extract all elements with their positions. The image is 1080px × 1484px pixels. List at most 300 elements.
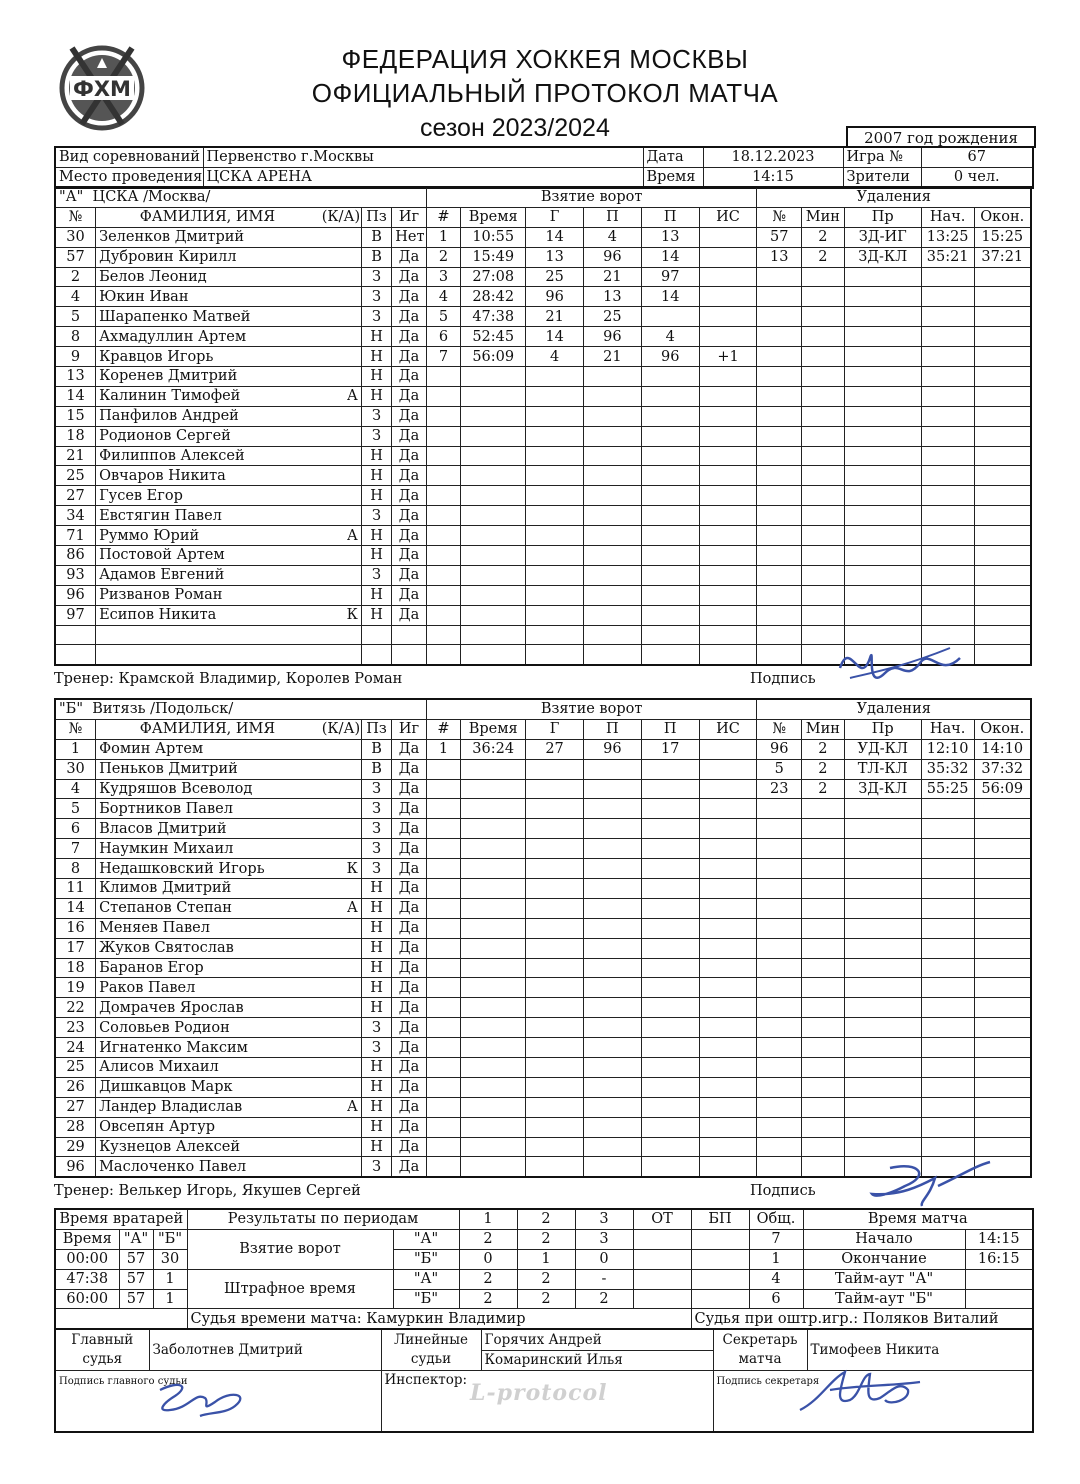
goal-p2: 4 [641,327,699,347]
penalty-n [757,327,802,347]
goals-a-p3: 3 [575,1229,633,1249]
goal-g [526,486,584,506]
goal-i [426,1077,460,1097]
player-number: 18 [55,426,96,446]
player-name: Раков Павел [96,978,319,998]
player-played: Да [392,1038,426,1058]
penalty-n [757,1117,802,1137]
player-number: 71 [55,526,96,546]
goal-t [461,1097,526,1117]
goal-g [526,859,584,879]
penalty-e [974,585,1031,605]
goal-p1 [583,1058,641,1078]
penalty-e [974,466,1031,486]
goal-p2: 96 [641,347,699,367]
table-row [55,367,1031,387]
player-played: Да [392,406,427,426]
goal-p2 [641,406,699,426]
penalty-s [921,386,974,406]
goal-t [461,799,526,819]
match-time-title: Время матча [803,1209,1033,1229]
penalty-pr [844,267,921,287]
penalty-m [802,605,845,625]
penalty-e [974,565,1031,585]
player-position: Н [361,327,391,347]
col-pen-start: Нач. [921,207,974,227]
goal-is [699,938,757,958]
player-position [361,625,391,645]
goal-p2: 14 [641,287,699,307]
penalty-m [802,426,845,446]
penalty-s [921,1077,974,1097]
penalty-pr [844,998,921,1018]
goal-i [426,645,460,665]
player-played: Да [392,898,426,918]
table-row [55,426,1031,446]
player-name: Баранов Егор [96,958,319,978]
goal-p2 [641,898,699,918]
penalty-s [921,799,974,819]
penalty-m [802,1038,845,1058]
penalty-pr: ТЛ-КЛ [844,759,921,779]
penalty-s [921,327,974,347]
penalty-s [921,565,974,585]
player-position [361,645,391,665]
goal-is [699,898,757,918]
player-position: Н [361,446,391,466]
goal-p1 [583,645,641,665]
goal-t [461,918,526,938]
penalty-e [974,327,1031,347]
penalty-pr: ЗД-КЛ [844,247,921,267]
timeout-b [965,1289,1033,1309]
gk-row-1-b: 30 [153,1249,187,1269]
player-number: 25 [55,1058,96,1078]
goal-t [461,585,526,605]
player-number: 13 [55,367,96,387]
player-played: Да [392,859,426,879]
penalty-pr [844,386,921,406]
penalty-m [802,267,845,287]
penalty-n [757,958,802,978]
penalty-n [757,426,802,446]
penalty-n [757,307,802,327]
col-goal-time: Время [461,207,526,227]
goal-p2 [641,605,699,625]
goal-p2 [641,565,699,585]
penalty-n: 23 [757,779,802,799]
penalty-n [757,1058,802,1078]
table-row [55,839,1031,859]
goal-i [426,799,460,819]
goal-is [699,859,757,879]
goal-g [526,938,584,958]
goal-is [699,739,757,759]
period-3: 3 [575,1209,633,1229]
line-judge-2: Комаринский Илья [481,1350,713,1371]
player-role: К [319,605,362,625]
penalty-e [974,486,1031,506]
player-number: 5 [55,307,96,327]
player-role [319,938,362,958]
goal-g [526,645,584,665]
goal-t [461,1038,526,1058]
player-role [319,307,362,327]
goal-i: 2 [426,247,460,267]
player-played: Да [392,466,427,486]
penalty-n [757,386,802,406]
goal-i [426,1038,460,1058]
col-assist-1: П [583,207,641,227]
player-position: Н [361,978,391,998]
goal-p2 [641,1157,699,1177]
player-role: А [319,526,362,546]
goal-p1 [583,898,641,918]
goal-p1 [583,605,641,625]
player-position: З [361,426,391,446]
player-position: Н [361,347,391,367]
goals-label: Взятие ворот [187,1229,393,1269]
penalty-s [921,1117,974,1137]
date-label: Дата [643,147,703,167]
player-role [319,267,362,287]
penalty-pr [844,546,921,566]
player-name: Постовой Артем [96,546,319,566]
table-row [55,605,1031,625]
player-name: Шарапенко Матвей [96,307,319,327]
penalty-s [921,1097,974,1117]
col-pen-min: Мин [802,207,845,227]
col-goal-scorer: Г [526,207,584,227]
goal-p2 [641,1117,699,1137]
player-role [319,546,362,566]
goal-p2: 97 [641,267,699,287]
goal-is [699,978,757,998]
player-number: 23 [55,1018,96,1038]
goal-t [461,998,526,1018]
goals-b-ot [633,1249,691,1269]
penalty-m [802,585,845,605]
penalty-s [921,406,974,426]
team-b-name: Витязь /Подольск/ [92,701,234,718]
player-position: З [361,406,391,426]
player-name: Филиппов Алексей [96,446,319,466]
team-a-name: ЦСКА /Москва/ [92,189,211,206]
player-position: Н [361,898,391,918]
player-number: 14 [55,898,96,918]
chief-judge: Заболотнев Дмитрий [149,1329,381,1371]
team-a-penalties-title: Удаления [757,187,1031,207]
player-position: Н [361,1097,391,1117]
gk-col-a: "А" [119,1229,153,1249]
goals-a-bp [691,1229,749,1249]
table-row [55,879,1031,899]
gk-row-3-b: 1 [153,1289,187,1309]
goal-p1: 21 [583,267,641,287]
player-number: 17 [55,938,96,958]
penalty-pr [844,605,921,625]
goal-p1 [583,506,641,526]
player-name: Кудряшов Всеволод [96,779,319,799]
pim-b-total: 6 [749,1289,803,1309]
venue-label: Место проведения [55,167,203,187]
penalty-e [974,406,1031,426]
player-name: Ризванов Роман [96,585,319,605]
player-name: Руммо Юрий [96,526,319,546]
player-number: 7 [55,839,96,859]
birth-year: 2007 год рождения [846,126,1036,148]
chief-judge-signature [140,1372,270,1422]
goal-t [461,879,526,899]
goal-p1 [583,446,641,466]
goal-is [699,1058,757,1078]
penalty-m [802,839,845,859]
shootout-judge: Судья при оштр.игр.: Поляков Виталий [691,1309,1033,1329]
player-name: Ландер Владислав [96,1097,319,1117]
penalty-pr [844,1117,921,1137]
penalty-e: 56:09 [974,779,1031,799]
goal-g [526,978,584,998]
penalty-pr [844,898,921,918]
col-pen-min: Мин [802,719,845,739]
penalty-pr [844,819,921,839]
penalty-m [802,1018,845,1038]
goal-t: 47:38 [461,307,526,327]
penalty-e [974,367,1031,387]
goal-p2 [641,466,699,486]
secretary-label-2: матча [738,1351,782,1367]
penalty-e [974,1058,1031,1078]
period-bp: БП [691,1209,749,1229]
player-played: Да [392,799,426,819]
goal-is [699,386,757,406]
penalty-m [802,1058,845,1078]
penalty-pr [844,307,921,327]
player-name: Кузнецов Алексей [96,1137,319,1157]
goal-g [526,799,584,819]
penalty-s [921,998,974,1018]
penalty-s [921,526,974,546]
goal-i [426,938,460,958]
goal-p1 [583,859,641,879]
goal-is [699,1157,757,1177]
player-number: 16 [55,918,96,938]
penalty-s [921,307,974,327]
pim-label: Штрафное время [187,1269,393,1309]
penalty-m [802,287,845,307]
goal-g: 14 [526,227,584,247]
penalty-n [757,819,802,839]
player-role [319,799,362,819]
goal-is [699,625,757,645]
goal-g [526,1097,584,1117]
player-position: Н [361,998,391,1018]
player-number: 27 [55,1097,96,1117]
goal-g [526,1077,584,1097]
penalty-n [757,918,802,938]
goal-p2 [641,978,699,998]
goal-g [526,585,584,605]
penalty-n [757,1097,802,1117]
player-name: Власов Дмитрий [96,819,319,839]
gk-row-1-time: 00:00 [55,1249,119,1269]
penalty-e [974,386,1031,406]
penalty-n [757,347,802,367]
goal-p1 [583,625,641,645]
goal-t [461,938,526,958]
col-goal-situation: ИС [699,719,757,739]
player-played: Да [392,839,426,859]
penalty-s: 35:21 [921,247,974,267]
player-name [96,645,319,665]
player-number: 96 [55,585,96,605]
player-number: 30 [55,227,96,247]
goal-t [461,1157,526,1177]
start-label: Начало [803,1229,965,1249]
goal-t: 15:49 [461,247,526,267]
penalty-pr [844,879,921,899]
player-played: Да [392,918,426,938]
player-name: Овчаров Никита [96,466,319,486]
penalty-e [974,625,1031,645]
pim-b-bp [691,1289,749,1309]
player-number: 25 [55,466,96,486]
player-name: Маслоченко Павел [96,1157,319,1177]
player-role [319,739,362,759]
col-ka: (К/А) [319,719,362,739]
goal-g [526,1038,584,1058]
goal-g [526,1058,584,1078]
col-pen-reason: Пр [844,719,921,739]
player-number: 86 [55,546,96,566]
col-pen-reason: Пр [844,207,921,227]
goal-is [699,759,757,779]
table-row [55,1058,1031,1078]
goal-g [526,386,584,406]
table-row [55,546,1031,566]
goal-is [699,327,757,347]
penalty-n [757,799,802,819]
pim-a-ot [633,1269,691,1289]
goal-i [426,426,460,446]
player-role: А [319,898,362,918]
penalty-e: 15:25 [974,227,1031,247]
goal-t [461,526,526,546]
goal-t: 28:42 [461,287,526,307]
goal-g [526,779,584,799]
player-position: З [361,565,391,585]
player-position: Н [361,605,391,625]
goal-i [426,998,460,1018]
penalty-s: 35:32 [921,759,974,779]
penalty-n [757,625,802,645]
penalty-e [974,1097,1031,1117]
player-position: З [361,859,391,879]
goal-p1: 13 [583,287,641,307]
penalty-s [921,287,974,307]
goal-is [699,1038,757,1058]
player-name: Наумкин Михаил [96,839,319,859]
player-played: Да [392,367,427,387]
table-row [55,247,1031,267]
penalty-e [974,287,1031,307]
player-name: Степанов Степан [96,898,319,918]
player-name: Родионов Сергей [96,426,319,446]
player-role [319,998,362,1018]
goal-is [699,227,757,247]
goal-is [699,267,757,287]
goal-t [461,466,526,486]
goal-g: 25 [526,267,584,287]
goal-is [699,645,757,665]
player-played: Да [392,938,426,958]
team-b-signature [860,1156,1000,1212]
player-played: Да [392,386,427,406]
time: 14:15 [703,167,843,187]
penalty-n [757,1018,802,1038]
goal-t [461,819,526,839]
goal-t [461,859,526,879]
player-position: Н [361,367,391,387]
player-name: Недашковский Игорь [96,859,319,879]
goal-g [526,605,584,625]
player-played: Да [392,486,427,506]
penalty-pr [844,938,921,958]
goal-p2 [641,1097,699,1117]
player-number: 18 [55,958,96,978]
goal-p1 [583,1097,641,1117]
player-name: Калинин Тимофей [96,386,319,406]
player-role [319,1058,362,1078]
pim-a-p3: - [575,1269,633,1289]
penalty-m [802,998,845,1018]
goal-t [461,386,526,406]
player-played: Да [392,739,426,759]
goal-p2 [641,1137,699,1157]
penalty-m [802,446,845,466]
goal-t [461,426,526,446]
lines-label-1: Линейные [394,1332,468,1348]
penalty-s [921,446,974,466]
goal-is [699,506,757,526]
goal-i [426,565,460,585]
penalty-m [802,819,845,839]
table-row [55,918,1031,938]
goal-p2 [641,506,699,526]
penalty-m [802,506,845,526]
team-b-table [54,698,1032,1178]
goal-t [461,367,526,387]
goal-t [461,978,526,998]
goal-i [426,367,460,387]
col-goal-situation: ИС [699,207,757,227]
penalty-e [974,799,1031,819]
goal-t [461,1117,526,1137]
penalty-e [974,938,1031,958]
goal-i [426,958,460,978]
goal-i: 1 [426,227,460,247]
goal-p2 [641,938,699,958]
player-played: Да [392,1157,426,1177]
player-role [319,486,362,506]
penalty-e [974,879,1031,899]
federation-title: ФЕДЕРАЦИЯ ХОККЕЯ МОСКВЫ [341,44,749,74]
team-a-signature [830,628,970,698]
player-position: З [361,799,391,819]
player-number: 8 [55,859,96,879]
timeout-b-label: Тайм-аут "Б" [803,1289,965,1309]
player-number: 11 [55,879,96,899]
